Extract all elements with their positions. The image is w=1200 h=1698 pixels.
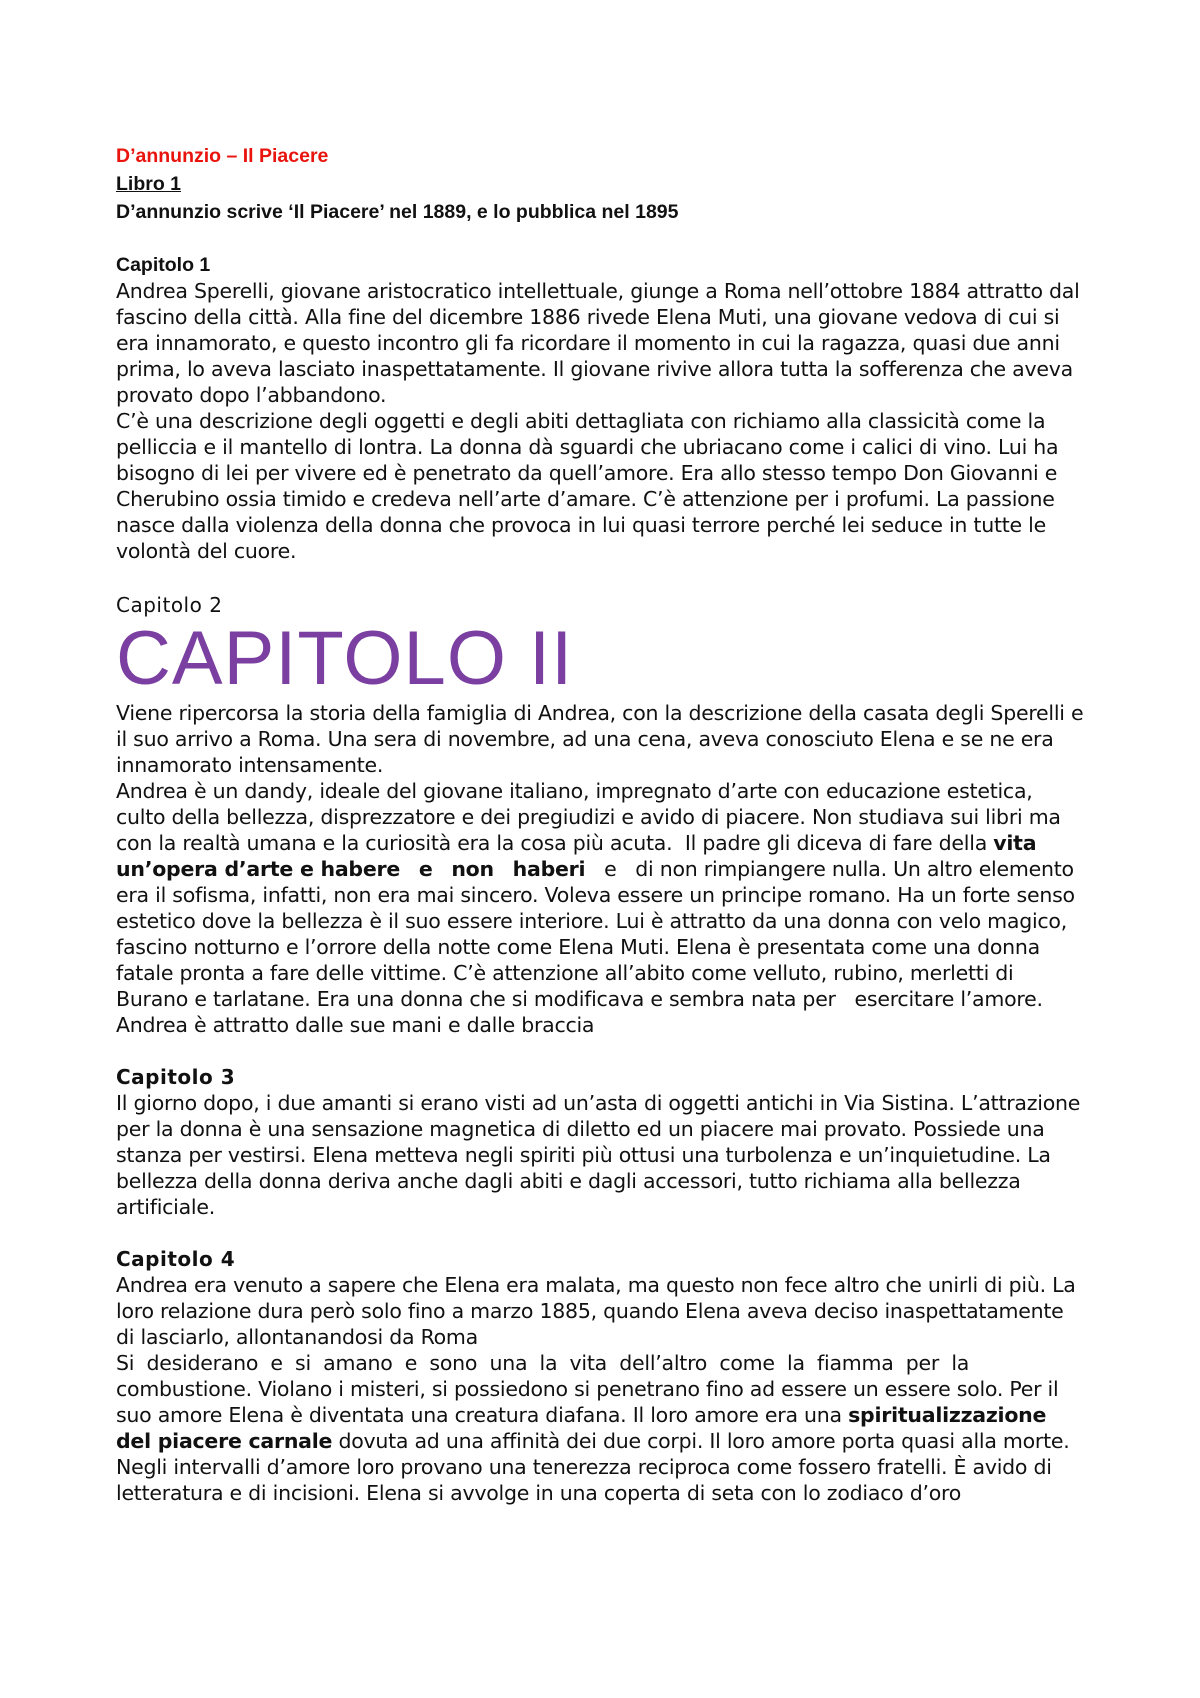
cap2-heading: Capitolo 2 <box>116 593 223 617</box>
cap1-heading: Capitolo 1 <box>116 254 211 276</box>
libro-heading: Libro 1 <box>116 173 182 195</box>
cap4-paragraph-2: Si desiderano e si amano e sono una la vita dell’altro come la fiamma per la <box>116 1351 970 1375</box>
document-title: D’annunzio – Il Piacere <box>116 145 329 167</box>
cap3-paragraph-1: Il giorno dopo, i due amanti si erano visti ad un’asta di oggetti antichi in Via Sistina. L’attrazione per la donna è una sensazione magnetica di diletto ed un piacere mai provato. Possiede una stanza per vestirsi. Elena metteva negli spiriti più ottusi una turbolenza e un’inquietudine. La bellezza della donna deriva anche dagli abiti e dagli accessori, tutto richiama alla bellezza artificiale. <box>116 1091 1081 1219</box>
cap4-paragraph-1: Andrea era venuto a sapere che Elena era malata, ma questo non fece altro che unirli di più. La loro relazione dura però solo fino a marzo 1885, quando Elena aveva deciso inaspettatamente di lasciarlo, allontanandosi da Roma <box>116 1273 1076 1349</box>
cap1-paragraph-2: C’è una descrizione degli oggetti e degli abiti dettagliata con richiamo alla classicità come la pelliccia e il mantello di lontra. La donna dà sguardi che ubriacano come i calici di vino. Lui ha bisogno di lei per vivere ed è penetrato da quell’amore. Era allo stesso tempo Don Giovanni e Cherubino ossia timido e credeva nell’arte d’amare. C’è attenzione per i profumi. La passione nasce dalla violenza della donna che provoca in lui quasi terrore perché lei seduce in tutte le volontà del cuore. <box>116 409 1059 563</box>
cap2-p2-text-b <box>400 857 419 881</box>
cap2-p2-text-e: e di non rimpiangere nulla. Un altro elemento era il sofisma, infatti, non era mai sincero. Voleva essere un principe romano. Ha un forte senso estetico dove la bellezza è il suo essere interiore. Lui è attratto da una donna con velo magico, fascino notturno e l’orrore della notte come Elena Muti. Elena è presentata come una donna fatale pronta a fare delle vittime. C’è attenzione all’abito come velluto, rubino, merletti di Burano e tarlatane. Era una donna che si modificava e sembra nata per esercitare l’amore. Andrea è attratto dalle sue mani e dalle braccia <box>116 857 1082 1037</box>
cap2-p2-bold-2: e <box>418 857 433 881</box>
cap2-p2-bold-4: haberi <box>512 857 586 881</box>
cap4-heading: Capitolo 4 <box>116 1247 236 1271</box>
cap1-paragraph-1: Andrea Sperelli, giovane aristocratico intellettuale, giunge a Roma nell’ottobre 1884 attratto dal fascino della città. Alla fine del dicembre 1886 rivede Elena Muti, una giovane vedova di cui si era innamorato, e questo incontro gli fa ricordare il momento in cui la ragazza, quasi due anni prima, lo aveva lasciato inaspettatamente. Il giovane rivive allora tutta la sofferenza che aveva provato dopo l’abbandono. <box>116 279 1080 407</box>
document-subtitle: D’annunzio scrive ‘Il Piacere’ nel 1889, e lo pubblica nel 1895 <box>116 201 679 223</box>
cap4-p3-bold: spiritualizzazione del piacere carnale <box>116 1403 1047 1453</box>
cap4-p3-text-a: combustione. Violano i misteri, si possiedono si penetrano fino ad essere un essere solo. Per il suo amore Elena è diventata una creatura diafana. Il loro amore era una <box>116 1377 1059 1427</box>
cap4-paragraph-3 <box>116 1376 1086 1506</box>
cap2-p2-text-c <box>433 857 452 881</box>
cap3-heading: Capitolo 3 <box>116 1065 236 1089</box>
cap2-paragraph-2 <box>116 778 1086 1038</box>
cap2-p2-bold-3: non <box>451 857 494 881</box>
cap2-big-heading: CAPITOLO II <box>116 616 574 701</box>
cap2-p2-text-a: Andrea è un dandy, ideale del giovane italiano, impregnato d’arte con educazione estetica, culto della bellezza, disprezzatore e dei pregiudizi e avido di piacere. Non studiava sui libri ma con la realtà umana e la curiosità era la cosa più acuta. Il padre gli diceva di fare della <box>116 779 1068 855</box>
cap2-p2-bold-1: vita un’opera d’arte e habere <box>116 831 1044 881</box>
cap2-paragraph-1: Viene ripercorsa la storia della famiglia di Andrea, con la descrizione della casata degli Sperelli e il suo arrivo a Roma. Una sera di novembre, ad una cena, aveva conosciuto Elena e se ne era innamorato intensamente. <box>116 701 1084 777</box>
document-content <box>116 142 1086 1506</box>
cap4-p3-text-b: dovuta ad una affinità dei due corpi. Il loro amore porta quasi alla morte. Negli intervalli d’amore loro provano una tenerezza reciproca come fossero fratelli. È avido di letteratura e di incisioni. Elena si avvolge in una coperta di seta con lo zodiaco d’oro <box>116 1429 1070 1505</box>
cap2-p2-text-d <box>494 857 513 881</box>
